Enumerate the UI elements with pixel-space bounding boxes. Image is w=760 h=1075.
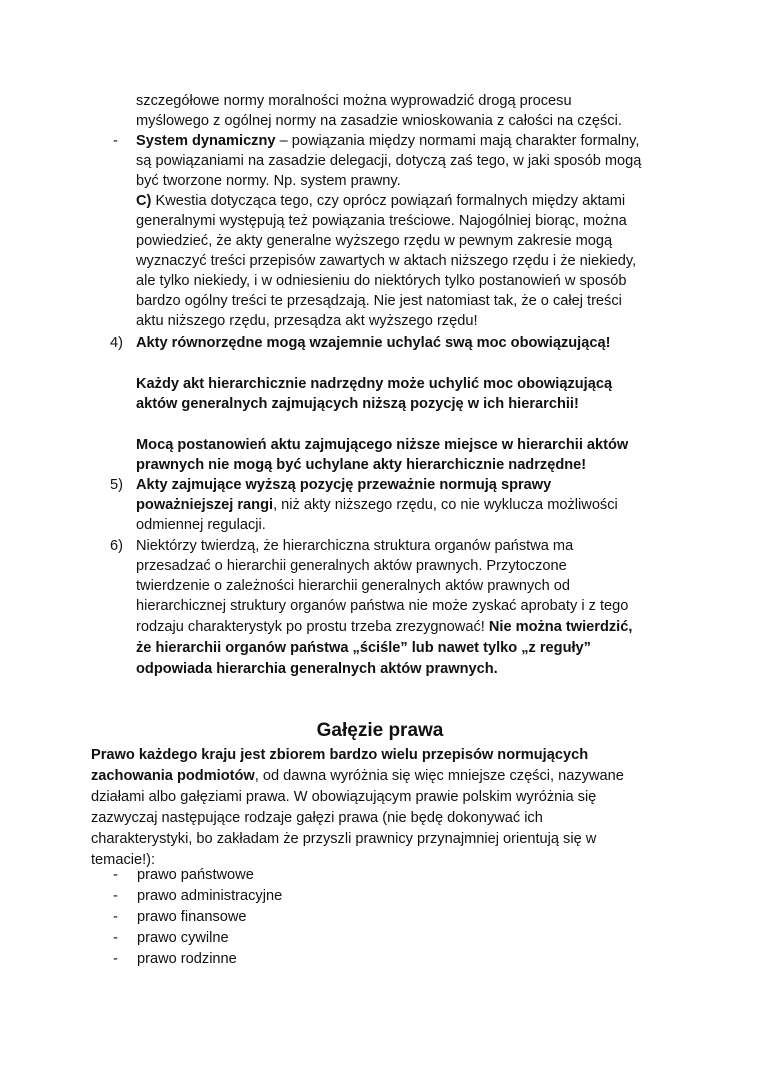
term-bold: System dynamiczny [136, 133, 276, 149]
text-line: przesadzać o hierarchii generalnych aktów prawnych. Przytoczone [136, 558, 567, 574]
text-line-bold: prawnych nie mogą być uchylane akty hierarchicznie nadrzędne! [136, 457, 587, 473]
text-line: ale tylko niekiedy, i w odniesieniu do niektórych tylko postanowień w sposób [136, 273, 627, 289]
text-line-bold: Akty zajmujące wyższą pozycję przeważnie normują sprawy [136, 477, 552, 493]
text-line-bold: że hierarchii organów państwa „ściśle” lub nawet tylko „z reguły” [136, 640, 591, 656]
point-c-label: C) [136, 193, 152, 209]
list-number: 4) [110, 335, 123, 351]
list-item: prawo finansowe [137, 909, 247, 925]
list-dash: - [113, 888, 118, 904]
text-line: odmiennej regulacji. [136, 517, 266, 533]
dynamic-system-line [136, 131, 639, 151]
text-fragment: Kwestia dotycząca tego, czy oprócz powiązań formalnych między aktami [151, 193, 626, 209]
text-line: zazwyczaj następujące rodzaje gałęzi prawa (nie będę dokonywać ich [91, 810, 543, 826]
text-line: bardzo ogólny treści te przesądzają. Nie jest natomiast tak, że o całej treści [136, 293, 622, 309]
text-fragment: , od dawna wyróżnia się więc mniejsze części, nazywane [254, 768, 624, 784]
text-fragment-bold: poważniejszej rangi [136, 497, 274, 513]
list-number: 6) [110, 538, 123, 554]
text-line: charakterystyki, bo zakładam że przyszli prawnicy przynajmniej orientują się w [91, 831, 597, 847]
list-dash: - [113, 930, 118, 946]
text-line: powiedzieć, że akty generalne wyższego rzędu w pewnym zakresie mogą [136, 233, 613, 249]
text-line: twierdzenie o zależności hierarchii generalnych aktów prawnych od [136, 578, 570, 594]
text-line-bold: odpowiada hierarchia generalnych aktów prawnych. [136, 661, 498, 677]
text-line: działami albo gałęziami prawa. W obowiązującym prawie polskim wyróżnia się [91, 789, 597, 805]
item5-line [136, 495, 618, 515]
text-line: temacie!): [91, 852, 156, 868]
text-fragment-bold: Nie można twierdzić, [488, 619, 633, 635]
list-dash: - [113, 867, 118, 883]
text-line: wyznaczyć treści przepisów zawartych w aktach niższego rzędu i że niekiedy, [136, 253, 637, 269]
text-line: hierarchicznej struktury organów państwa nie może zyskać aprobaty i z tego [136, 598, 629, 614]
list-dash: - [113, 909, 118, 925]
list-dash: - [113, 133, 118, 149]
text-line: generalnymi występują też powiązania treściowe. Najogólniej biorąc, można [136, 213, 627, 229]
text-fragment-bold: zachowania podmiotów [91, 768, 255, 784]
text-line-bold: Mocą postanowień aktu zajmującego niższe miejsce w hierarchii aktów [136, 437, 629, 453]
text-fragment: – powiązania między normami mają charakter formalny, [275, 133, 640, 149]
text-line: myślowego z ogólnej normy na zasadzie wnioskowania z całości na części. [136, 113, 622, 129]
text-fragment: , niż akty niższego rzędu, co nie wyklucza możliwości [273, 497, 618, 513]
list-number: 5) [110, 477, 123, 493]
list-item: prawo rodzinne [137, 951, 237, 967]
list-item: prawo administracyjne [137, 888, 283, 904]
list-item: prawo cywilne [137, 930, 229, 946]
list-item: prawo państwowe [137, 867, 254, 883]
text-line-bold: aktów generalnych zajmujących niższą pozycję w ich hierarchii! [136, 396, 579, 412]
text-line-bold: Każdy akt hierarchicznie nadrzędny może uchylić moc obowiązującą [136, 376, 613, 392]
text-line-bold: Prawo każdego kraju jest zbiorem bardzo wielu przepisów normujących [91, 747, 589, 763]
list-dash: - [113, 951, 118, 967]
text-line-bold: Akty równorzędne mogą wzajemnie uchylać swą moc obowiązującą! [136, 335, 611, 351]
text-line: Niektórzy twierdzą, że hierarchiczna struktura organów państwa ma [136, 538, 574, 554]
text-line: szczegółowe normy moralności można wyprowadzić drogą procesu [136, 93, 572, 109]
point-c-line [136, 191, 625, 211]
item6-line [136, 617, 632, 637]
section-line [91, 766, 624, 786]
section-heading: Gałęzie prawa [316, 720, 444, 741]
text-line: być tworzone normy. Np. system prawny. [136, 173, 401, 189]
text-fragment: rodzaju charakterystyk po prostu trzeba zrezygnować! [136, 619, 489, 635]
text-line: aktu niższego rzędu, przesądza akt wyższego rzędu! [136, 313, 478, 329]
text-line: są powiązaniami na zasadzie delegacji, dotyczą zaś tego, w jaki sposób mogą [136, 153, 642, 169]
